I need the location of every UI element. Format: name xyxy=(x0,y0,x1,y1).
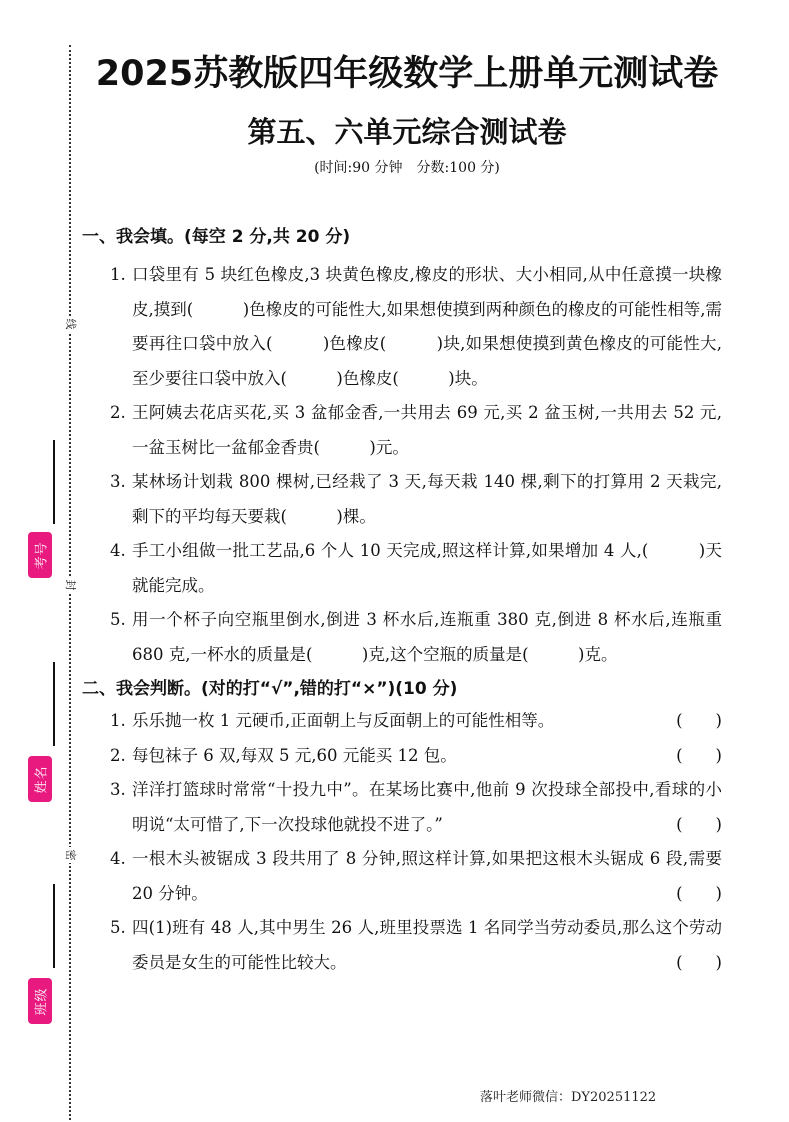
exam-number-line[interactable] xyxy=(53,440,55,524)
binding-margin xyxy=(0,0,90,1122)
judge-question: 1. 乐乐抛一枚 1 元硬币,正面朝上与反面朝上的可能性相等。 ( ) xyxy=(82,704,732,739)
answer-box[interactable]: ( ) xyxy=(676,814,722,834)
exam-meta: (时间:90 分钟 分数:100 分) xyxy=(314,160,500,176)
fill-question: 2. 王阿姨去花店买花,买 3 盆郁金香,一共用去 69 元,买 2 盆玉树,一共用去 52 元,一盆玉树比一盆郁金香贵( )元。 xyxy=(110,403,722,457)
exam-content xyxy=(82,40,732,980)
name-line[interactable] xyxy=(53,662,55,746)
section-2-title: 二、我会判断。(对的打“√”,错的打“×”)(10 分) xyxy=(82,679,458,699)
name-label: 姓名 xyxy=(28,756,52,802)
answer-box[interactable]: ( ) xyxy=(676,952,722,972)
exam-number-label: 考号 xyxy=(28,532,52,578)
judge-question: 4. 一根木头被锯成 3 段共用了 8 分钟,照这样计算,如果把这根木头锯成 6 段,需要 20 分钟。 ( ) xyxy=(82,842,732,911)
seal-char-mi: 密 xyxy=(64,847,76,863)
fill-question: 3. 某林场计划栽 800 棵树,已经栽了 3 天,每天栽 140 棵,剩下的打算用 2 天栽完,剩下的平均每天要栽( )棵。 xyxy=(110,472,722,526)
seal-char-xian: 线 xyxy=(64,316,76,332)
fill-question: 1. 口袋里有 5 块红色橡皮,3 块黄色橡皮,橡皮的形状、大小相同,从中任意摸一块橡皮,摸到( )色橡皮的可能性大,如果想使摸到两种颜色的橡皮的可能性相等,需要再往口袋中放入( )色橡皮( )块,如果想使摸到黄色橡皮的可能性大,至少要往口袋中放入( )色橡皮( )块。 xyxy=(110,265,722,388)
fill-question: 5. 用一个杯子向空瓶里倒水,倒进 3 杯水后,连瓶重 380 克,倒进 8 杯水后,连瓶重 680 克,一杯水的质量是( )克,这个空瓶的质量是( )克。 xyxy=(110,610,722,664)
class-line[interactable] xyxy=(53,884,55,968)
judge-question: 3. 洋洋打篮球时常常“十投九中”。在某场比赛中,他前 9 次投球全部投中,看球的小明说“太可惜了,下一次投球他就投不进了。” ( ) xyxy=(82,773,732,842)
answer-box[interactable]: ( ) xyxy=(676,711,722,730)
footer-watermark: 落叶老师微信：DY20251122 xyxy=(480,1090,657,1105)
page-title: 2025苏教版四年级数学上册单元测试卷 xyxy=(95,54,719,94)
class-label: 班级 xyxy=(28,978,52,1024)
fill-question: 4. 手工小组做一批工艺品,6 个人 10 天完成,照这样计算,如果增加 4 人,( )天就能完成。 xyxy=(110,541,722,595)
seal-char-feng: 封 xyxy=(64,577,76,593)
answer-box[interactable]: ( ) xyxy=(676,883,722,903)
answer-box[interactable]: ( ) xyxy=(676,745,722,765)
judge-question: 2. 每包袜子 6 双,每双 5 元,60 元能买 12 包。 ( ) xyxy=(82,739,732,774)
page-subtitle: 第五、六单元综合测试卷 xyxy=(247,115,567,149)
section-1-title: 一、我会填。(每空 2 分,共 20 分) xyxy=(82,227,351,247)
judge-question: 5. 四(1)班有 48 人,其中男生 26 人,班里投票选 1 名同学当劳动委员,那么这个劳动委员是女生的可能性比较大。 ( ) xyxy=(82,911,732,980)
